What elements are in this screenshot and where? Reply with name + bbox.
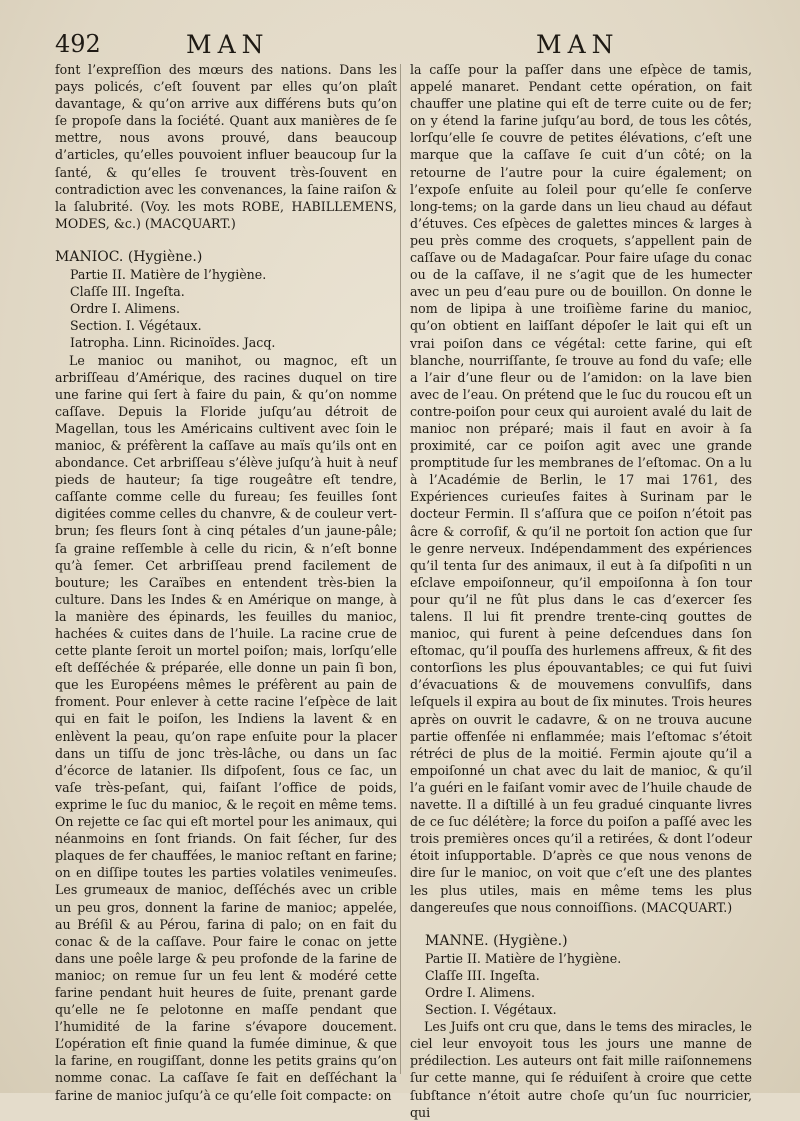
classification-line: Iatropha. Linn. Ricinoïdes. Jacq. xyxy=(70,335,276,351)
classification-line: Section. I. Végétaux. xyxy=(70,318,202,334)
running-head-right: MAN xyxy=(536,30,620,59)
classification-line: Ordre I. Alimens. xyxy=(425,984,535,1000)
page-number: 492 xyxy=(55,30,101,58)
classification-line: Section. I. Végétaux. xyxy=(425,1002,557,1018)
left-column xyxy=(55,61,397,1104)
article-title: MANIOC. (Hygiène.) xyxy=(55,248,203,265)
right-column xyxy=(410,61,752,1121)
classification-line: Partie II. Matière de l’hygiène. xyxy=(70,267,267,283)
paragraph: font l’expreſſion des mœurs des nations. Dans les pays policés, c’eſt ſouvent par elles qu’on plaît davantage, & qu’on arrive aux différens buts qu’on ſe propoſe dans la ſociété. Quant aux manières de ſe mettre, nous avons prouvé, dans beaucoup d’articles, qu’elles pouvoient influer beaucoup ſur la ſanté, & qu’elles ſe trouvent très-ſouvent en contradiction avec les convenances, la ſaine raiſon & la ſalubrité. (Voy. les mots ROBE, HABILLEMENS, MODES, &c.) (MACQUART.) xyxy=(55,62,397,231)
classification-line: Partie II. Matière de l’hygiène. xyxy=(425,950,622,966)
classification-line: Ordre I. Alimens. xyxy=(70,301,180,317)
paragraph: Le manioc ou manihot, ou magnoc, eſt un arbriſſeau d’Amérique, des racines duquel on tire une farine qui ſert à faire du pain, & qu’on nomme caſſave. Depuis la Floride juſqu’au détroit de Magellan, tous les Américains cultivent avec ſoin le manioc, & préfèrent la caſſave au maïs qu’ils ont en abondance. Cet arbriſſeau s’élève juſqu’à huit à neuf pieds de hauteur; ſa tige rougeâtre eſt tendre, caſſante comme celle du fureau; ſes feuilles ſont digitées comme celles du chanvre, & de couleur vert-brun; ſes fleurs ſont à cinq pétales d’un jaune-pâle; ſa graine reſſemble à celle du ricin, & n’eſt bonne qu’à ſemer. Cet arbriſſeau prend facilement de bouture; les Caraïbes en entendent très-bien la culture. Dans les Indes & en Amérique on mange, à la manière des épinards, les feuilles du manioc, hachées & cuites dans de l’huile. La racine crue de cette plante ſeroit un mortel poiſon; mais, lorſqu’elle eſt deſſéchée & préparée, elle donne un pain ſi bon, que les Européens mêmes le préfèrent au pain de froment. Pour enlever à cette racine l’eſpèce de lait qui en fait le poiſon, les Indiens la lavent & en enlèvent la peau, qu’on rape enſuite pour la placer dans un tiſſu de jonc très-lâche, ou dans un ſac d’écorce de latanier. Ils diſpoſent, ſous ce ſac, un vaſe très-peſant, qui, faiſant l’office de poids, exprime le ſuc du manioc, & le reçoit en même tems. On rejette ce ſac qui eſt mortel pour les animaux, qui néanmoins en ſont friands. On fait ſécher, ſur des plaques de fer chauffées, le manioc reſtant en farine; on en diſſipe toutes les parties volatiles venimeuſes. Les grumeaux de manioc, deſſéchés avec un crible un peu gros, donnent la farine de manioc; appelée, au Bréſil & au Pérou, farina di palo; on en fait du conac & de la caſſave. Pour faire le conac on jette dans une poêle large & peu profonde de la farine de manioc; on remue ſur un feu lent & modéré cette farine pendant huit heures de ſuite, prenant garde qu’elle ne ſe pelotonne en maſſe pendant que l’humidité de la farine s’évapore doucement. L’opération eſt finie quand la fumée diminue, & que la farine, en rougiſſant, donne les petits grains qu’on nomme conac. La caſſave ſe fait en deſſéchant la farine de manioc juſqu’à ce qu’elle ſoit compacte: on xyxy=(55,352,397,1103)
article-title: MANNE. (Hygiène.) xyxy=(425,932,568,949)
paragraph: Les Juifs ont cru que, dans le tems des miracles, le ciel leur envoyoit tous les jours une manne de prédilection. Les auteurs ont fait mille raiſonnemens ſur cette manne, qui ſe réduiſent à croire que cette ſubſtance n’étoit autre choſe qu’un ſuc nourricier, qui xyxy=(410,1019,752,1120)
classification-line: Claſſe III. Ingeſta. xyxy=(425,967,540,983)
paragraph: la caſſe pour la paſſer dans une eſpèce de tamis, appelé manaret. Pendant cette opération, on fait chauffer une platine qui eſt de terre cuite ou de fer; on y étend la farine juſqu’au bord, de tous les côtés, lorſqu’elle ſe couvre de petites élévations, c’eſt une marque que la caſſave ſe cuit d’un côté; on la retourne de l’autre pour la cuire également; on l’expoſe enſuite au ſoleil pour qu’elle ſe conſerve long-tems; on la garde dans un lieu chaud au défaut d’étuves. Ces eſpèces de galettes minces & larges à peu près comme des croquets, s’appellent pain de caſſave ou de Madagaſcar. Pour faire uſage du conac ou de la caſſave, il ne s’agit que de les humecter avec un peu d’eau pure ou de bouillon. On donne le nom de lipipa à une troiſième farine du manioc, qu’on obtient en laiſſant dépoſer le lait qui eſt un vrai poiſon dans ce végétal: cette farine, qui eſt blanche, nourriſſante, ſe trouve au fond du vaſe; elle a l’air d’une fleur ou de l’amidon: on la lave bien avec de l’eau. On prétend que le ſuc du roucou eſt un contre-poiſon pour ceux qui auroient avalé du lait de manioc non préparé; mais il faut en avoir à ſa proximité, car ce poiſon agit avec une grande promptitude ſur les membranes de l’eſtomac. On a lu à l’Académie de Berlin, le 17 mai 1761, des Expériences curieuſes faites à Surinam par le docteur Fermin. Il s’aſſura que ce poiſon n’étoit pas âcre & corroſif, & qu’il ne portoit ſon action que ſur le genre nerveux. Indépendamment des expériences qu’il tenta ſur des animaux, il eut à ſa diſpoſiti n un eſclave empoiſonneur, qu’il empoiſonna à ſon tour pour qu’il ne fût plus dans le cas d’exercer ſes talens. Il lui fit prendre trente-cinq gouttes de manioc, qui furent à peine deſcendues dans ſon eſtomac, qu’il pouſſa des hurlemens affreux, & fit des contorſions les plus épouvantables; ce qui fut ſuivi d’évacuations & de mouvemens convulſifs, dans leſquels il expira au bout de ſix minutes. Trois heures après on ouvrit le cadavre, & on ne trouva aucune partie offenſée ni enflammée; mais l’eſtomac s’étoit rétréci de plus de la moitié. Fermin ajoute qu’il a empoiſonné un chat avec du lait de manioc, & qu’il l’a guéri en le faiſant vomir avec de l’huile chaude de navette. Il a diſtillé à un feu gradué cinquante livres de ce ſuc délétère; la force du poiſon a paſſé avec les trois premières onces qu’il a retirées, & dont l’odeur étoit inſupportable. D’après ce que nous venons de dire ſur le manioc, on voit que c’eſt une des plantes les plus utiles, mais en même tems les plus dangereuſes que nous connoiſſions. (MACQUART.) xyxy=(410,62,752,915)
classification-line: Claſſe III. Ingeſta. xyxy=(70,284,185,300)
column-divider xyxy=(400,64,401,1074)
running-head-left: MAN xyxy=(186,30,270,59)
